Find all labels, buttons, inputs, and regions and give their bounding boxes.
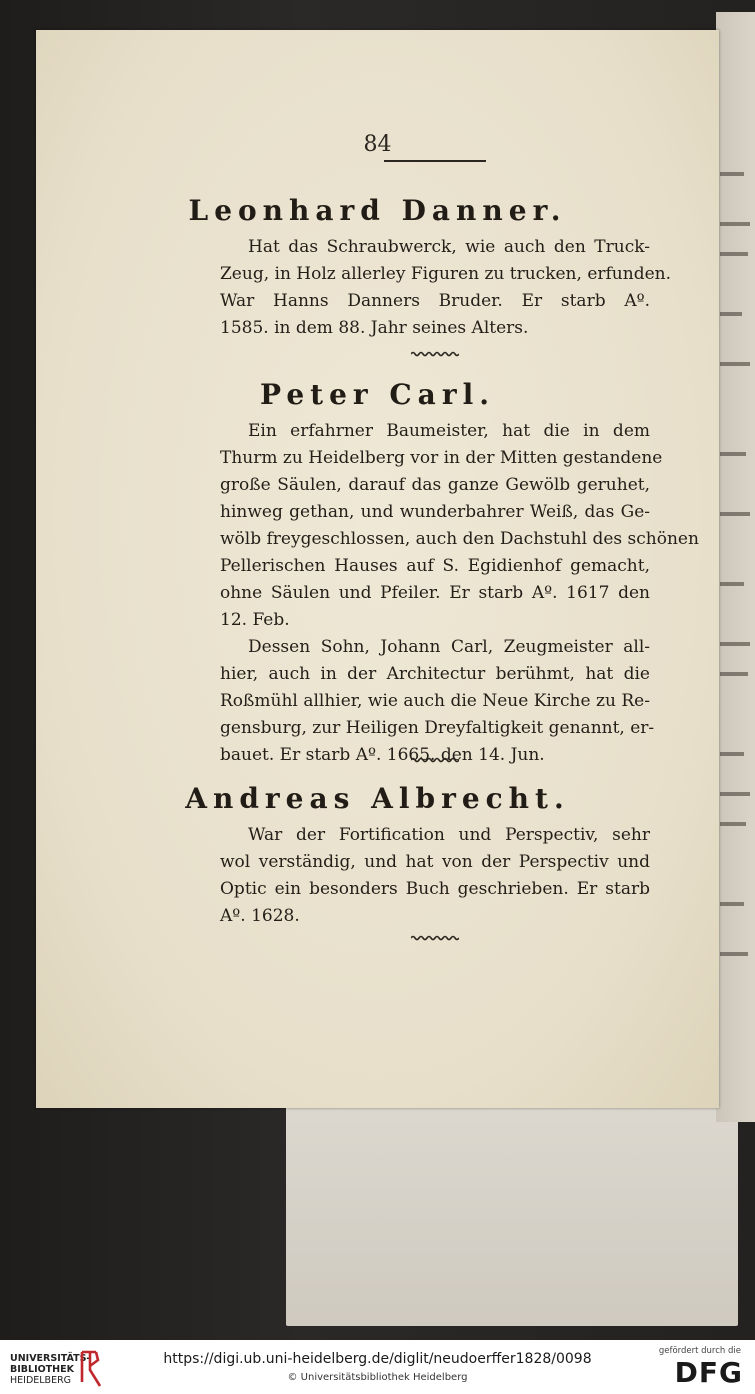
institution-line: BIBLIOTHEK (10, 1364, 74, 1375)
ornament-divider (411, 757, 459, 763)
ornament-divider (411, 935, 459, 941)
dfg-logo: DFG (674, 1356, 743, 1389)
text-line: Dessen Sohn, Johann Carl, Zeugmeister all- (248, 637, 650, 657)
text-line: Aº. 1628. (220, 906, 300, 926)
entry-text (220, 822, 650, 930)
entry-text (220, 418, 699, 769)
text-line: bauet. Er starb Aº. 1665. den 14. Jun. (220, 745, 545, 765)
text-line: hinweg gethan, und wunderbahrer Weiß, das Ge- (220, 502, 650, 522)
entry-heading: Leonhard Danner. (188, 194, 567, 227)
text-line: große Säulen, darauf das ganze Gewölb geruhet, (220, 475, 650, 495)
text-line: Zeug, in Holz allerley Figuren zu trucken, erfunden. (220, 264, 671, 284)
ornament-divider (411, 351, 459, 357)
text-line: ohne Säulen und Pfeiler. Er starb Aº. 1617 den (220, 583, 650, 603)
entry-heading: Peter Carl. (260, 378, 495, 411)
text-line: War Hanns Danners Bruder. Er starb Aº. (220, 291, 650, 311)
text-line: 12. Feb. (220, 610, 290, 630)
text-line: wol verständig, und hat von der Perspectiv und (220, 852, 650, 872)
entry-text (220, 234, 671, 342)
institution-line: HEIDELBERG (10, 1375, 72, 1386)
underlying-page (286, 1100, 738, 1326)
text-line: 1585. in dem 88. Jahr seines Alters. (220, 318, 529, 338)
book-page (36, 30, 719, 1108)
text-line: War der Fortification und Perspectiv, sehr (248, 825, 650, 845)
viewer-footer (0, 1340, 755, 1394)
page-number: 84 (363, 132, 392, 157)
entry-heading: Andreas Albrecht. (185, 782, 570, 815)
document-url-link[interactable]: https://digi.ub.uni-heidelberg.de/diglit/neudoerffer1828/0098 (163, 1351, 592, 1367)
text-line: gensburg, zur Heiligen Dreyfaltigkeit genannt, er- (220, 718, 655, 738)
text-line: hier, auch in der Architectur berühmt, hat die (220, 664, 650, 684)
adjacent-page-edge (716, 12, 755, 1122)
text-line: Pellerischen Hauses auf S. Egidienhof gemacht, (220, 556, 650, 576)
header-rule (384, 160, 486, 162)
text-line: Optic ein besonders Buch geschrieben. Er starb (220, 879, 650, 899)
text-line: Thurm zu Heidelberg vor in der Mitten gestandene (220, 448, 663, 468)
text-line: Roßmühl allhier, wie auch die Neue Kirche zu Re- (220, 691, 650, 711)
text-line: wölb freygeschlossen, auch den Dachstuhl des schönen (220, 529, 699, 549)
text-line: Hat das Schraubwerck, wie auch den Truck- (248, 237, 650, 257)
text-line: Ein erfahrner Baumeister, hat die in dem (248, 421, 650, 441)
funder-note: gefördert durch die (658, 1346, 741, 1356)
institution-line: UNIVERSITÄTS- (10, 1353, 91, 1364)
copyright-notice: © Universitätsbibliothek Heidelberg (287, 1372, 468, 1383)
